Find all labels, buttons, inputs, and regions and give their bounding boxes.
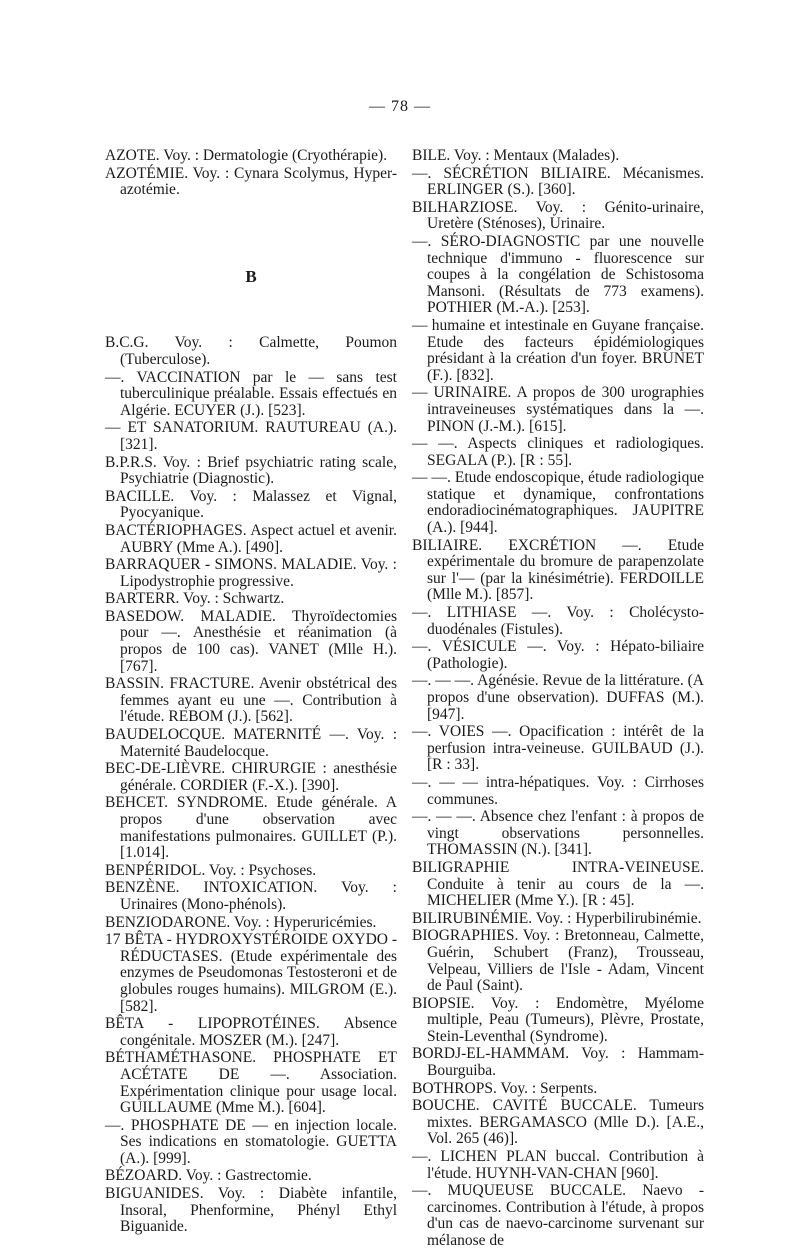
index-entry: —. LITHIASE —. Voy. : Cholécysto-duodénales (Fistules). xyxy=(412,604,704,638)
index-entry: —. — — intra-hépatiques. Voy. : Cirrhoses communes. xyxy=(412,773,704,808)
index-entry: — —. Aspects cliniques et radiologiques. SEGALA (P.). [R : 55]. xyxy=(412,435,704,469)
index-entry: BILIAIRE. EXCRÉTION —. Etude expérimentale du bromure de parapenzolate sur l'— (par la kinésimétrie). FERDOILLE (Mlle M.). [857]. xyxy=(412,536,704,604)
index-entry: —. VACCINATION par le — sans test tuberculinique préalable. Essais effectués en Algérie. ECUYER (J.). [523]. xyxy=(105,368,397,419)
index-entry: BARRAQUER - SIMONS. MALADIE. Voy. : Lipodystrophie progressive. xyxy=(105,556,397,590)
index-entry: BILHARZIOSE. Voy. : Génito-urinaire, Uretère (Sténoses), Urinaire. xyxy=(412,198,704,233)
index-entry: B.P.R.S. Voy. : Brief psychiatric rating scale, Psychiatrie (Diagnostic). xyxy=(105,453,397,488)
index-entry: —. SÉCRÉTION BILIAIRE. Mécanismes. ERLINGER (S.). [360]. xyxy=(412,164,704,199)
index-entry: —. — —. Absence chez l'enfant : à propos de vingt observations personnelles. THOMASSIN (N.). [341]. xyxy=(412,808,704,859)
index-entry: — —. Etude endoscopique, étude radiologique statique et dynamique, confrontations endoradiocinématographiques. JAUPITRE (A.). [944]. xyxy=(412,469,704,537)
index-entry: BEC-DE-LIÈVRE. CHIRURGIE : anesthésie générale. CORDIER (F.-X.). [390]. xyxy=(105,760,397,794)
index-entry: BENPÉRIDOL. Voy. : Psychoses. xyxy=(105,861,317,879)
index-entry: B.C.G. Voy. : Calmette, Poumon (Tuberculose). xyxy=(105,334,397,368)
index-entry: BEHCET. SYNDROME. Etude générale. A propos d'une observation avec manifestations pulmonaires. GUILLET (P.). [1.014]. xyxy=(105,794,397,862)
index-entry: BARTERR. Voy. : Schwartz. xyxy=(105,590,285,608)
right-column xyxy=(412,148,704,1251)
index-entry: BAUDELOCQUE. MATERNITÉ —. Voy. : Maternité Baudelocque. xyxy=(105,726,397,760)
left-entries xyxy=(105,335,397,1235)
index-entry: —. PHOSPHATE DE — en injection locale. Ses indications en stomatologie. GUETTA (A.). [999]. xyxy=(105,1116,397,1167)
index-entry: BILIGRAPHIE INTRA-VEINEUSE. Conduite à tenir au cours de la —. MICHELIER (Mme Y.). [R : 45]. xyxy=(412,858,704,910)
index-entry: —. LICHEN PLAN buccal. Contribution à l'étude. HUYNH-VAN-CHAN [960]. xyxy=(412,1148,704,1182)
index-entry: AZOTE. Voy. : Dermatologie (Cryothérapie). xyxy=(105,147,388,164)
index-entry: BACILLE. Voy. : Malassez et Vignal, Pyocyanique. xyxy=(105,487,397,522)
index-entry: BACTÉRIOPHAGES. Aspect actuel et avenir. AUBRY (Mme A.). [490]. xyxy=(105,521,397,556)
index-entry: BASEDOW. MALADIE. Thyroïdectomies pour —. Anesthésie et réanimation (à propos de 100 cas). VANET (Mlle H.). [767]. xyxy=(105,607,397,675)
index-entry: BENZIODARONE. Voy. : Hyperuricémies. xyxy=(105,913,377,931)
index-entry: —. — —. Agénésie. Revue de la littérature. (A propos d'une observation). DUFFAS (M.). [947]. xyxy=(412,672,704,723)
index-entry: —. VÉSICULE —. Voy. : Hépato-biliaire (Pathologie). xyxy=(412,638,704,672)
right-entries xyxy=(412,148,704,1250)
index-entry: BILE. Voy. : Mentaux (Malades). xyxy=(412,147,620,164)
index-entry: AZOTÉMIE. Voy. : Cynara Scolymus, Hyper-azotémie. xyxy=(105,164,397,199)
section-letter: B xyxy=(245,266,257,286)
left-column xyxy=(105,148,397,1237)
index-entry: BIGUANIDES. Voy. : Diabète infantile, Insoral, Phenformine, Phényl Ethyl Biguanide. xyxy=(105,1185,397,1236)
index-entry: —. MUQUEUSE BUCCALE. Naevo - carcinomes. Contribution à l'étude, à propos d'un cas de naevo-carcinome survenant sur mélanose de xyxy=(412,1182,704,1249)
index-entry: BÊTA - LIPOPROTÉINES. Absence congénitale. MOSZER (M.). [247]. xyxy=(105,1015,397,1049)
index-entry: BÉTHAMÉTHASONE. PHOSPHATE ET ACÉTATE DE —. Association. Expérimentation clinique pour usage local. GUILLAUME (Mme M.). [604]. xyxy=(105,1049,397,1117)
index-entry: —. VOIES —. Opacification : intérêt de la perfusion intra-veineuse. GUILBAUD (J.). [R : 33]. xyxy=(412,723,704,774)
index-entry: BÉZOARD. Voy. : Gastrectomie. xyxy=(105,1167,312,1185)
index-entry: BILIRUBINÉMIE. Voy. : Hyperbilirubinémie. xyxy=(412,909,702,927)
index-entry: BIOPSIE. Voy. : Endomètre, Myélome multiple, Peau (Tumeurs), Plèvre, Prostate, Stein-Leventhal (Syndrome). xyxy=(412,994,704,1045)
index-entry: BORDJ-EL-HAMMAM. Voy. : Hammam-Bourguiba. xyxy=(412,1045,704,1080)
index-entry: BOUCHE. CAVITÉ BUCCALE. Tumeurs mixtes. BERGAMASCO (Mlle D.). [A.E., Vol. 265 (46)]. xyxy=(412,1097,704,1148)
index-entry: 17 BÊTA - HYDROXYSTÉROIDE OXYDO - RÉDUCTASES. (Etude expérimentale des enzymes de Pseudomonas Testosteroni et de globules rouges humains). MILGROM (E.). [582]. xyxy=(105,931,397,1015)
index-entry: —. SÉRO-DIAGNOSTIC par une nouvelle technique d'immuno - fluorescence sur coupes à la congélation de Schistosoma Mansoni. (Résultats de 773 examens). POTHIER (M.-A.). [253]. xyxy=(412,232,704,317)
index-entry: BIOGRAPHIES. Voy. : Bretonneau, Calmette, Guérin, Schubert (Franz), Trousseau, Velpeau, Villiers de l'Isle - Adam, Vincent de Paul (Saint). xyxy=(412,927,704,995)
index-entry: — URINAIRE. A propos de 300 urographies intraveineuses systématiques dans la —. PINON (J.-M.). [615]. xyxy=(412,384,704,435)
index-entry: BENZÈNE. INTOXICATION. Voy. : Urinaires (Mono-phénols). xyxy=(105,879,397,913)
page-number: — 78 — xyxy=(369,98,431,115)
index-entry: BASSIN. FRACTURE. Avenir obstétrical des femmes ayant eu une —. Contribution à l'étude. REBOM (J.). [562]. xyxy=(105,675,397,726)
index-entry: — ET SANATORIUM. RAUTUREAU (A.). [321]. xyxy=(105,419,397,453)
index-entry: BOTHROPS. Voy. : Serpents. xyxy=(412,1079,598,1097)
index-entry: — humaine et intestinale en Guyane française. Etude des facteurs épidémiologiques présidant à la création d'un foyer. BRUNET (F.). [832]. xyxy=(412,316,704,384)
